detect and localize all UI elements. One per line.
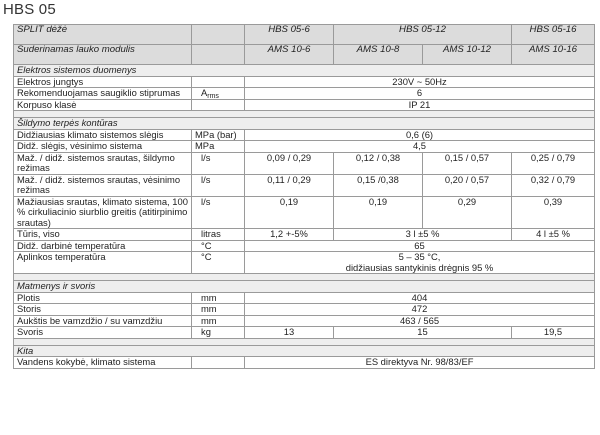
row-unit [192, 88, 245, 100]
row-value: 230V ~ 50Hz [245, 76, 595, 88]
unit-subscript: rms [207, 93, 219, 99]
table-row [14, 240, 595, 252]
model-ams-10-6: AMS 10-6 [245, 45, 334, 65]
row-label: Didž. darbinė temperatūra [14, 240, 192, 252]
table-row [14, 229, 595, 241]
row-value: 19,5 [512, 327, 595, 339]
section-dimensions [14, 281, 595, 293]
row-value: 0,09 / 0,29 [245, 152, 334, 174]
row-value: 463 / 565 [245, 315, 595, 327]
specification-table [13, 24, 595, 369]
row-unit: MPa (bar) [192, 129, 245, 141]
row-value: 0,19 [334, 196, 423, 229]
table-row [14, 196, 595, 229]
table-row [14, 174, 595, 196]
model-hbs-05-12: HBS 05-12 [334, 25, 512, 45]
row-unit: °C [192, 240, 245, 252]
section-title: Kita [14, 345, 595, 357]
ambient-humidity: didžiausias santykinis drėgnis 95 % [345, 261, 494, 273]
row-value: 0,25 / 0,79 [512, 152, 595, 174]
header-unit-cell [192, 25, 245, 45]
row-label: Aplinkos temperatūra [14, 252, 192, 274]
row-unit: kg [192, 327, 245, 339]
row-label: Rekomenduojamas saugiklio stiprumas [14, 88, 192, 100]
unit-main: A [201, 87, 208, 98]
row-unit [192, 99, 245, 111]
section-title: Matmenys ir svoris [14, 281, 595, 293]
row-value: 1,2 +-5% [245, 229, 334, 241]
row-unit: litras [192, 229, 245, 241]
split-box-label: SPLIT dėžė [14, 25, 192, 45]
row-value: 15 [334, 327, 512, 339]
row-label: Elektros jungtys [14, 76, 192, 88]
row-value: 0,15 /0,38 [334, 174, 423, 196]
row-label: Aukštis be vamzdžio / su vamzdžiu [14, 315, 192, 327]
row-label: Tūris, viso [14, 229, 192, 241]
section-title: Elektros sistemos duomenys [14, 65, 595, 77]
section-electrical [14, 65, 595, 77]
row-value: 0,6 (6) [245, 129, 595, 141]
section-other [14, 345, 595, 357]
row-unit [192, 357, 245, 369]
row-value: 0,20 / 0,57 [423, 174, 512, 196]
row-value: 0,11 / 0,29 [245, 174, 334, 196]
header-unit-cell [192, 45, 245, 65]
row-value [245, 252, 595, 274]
row-value: 0,12 / 0,38 [334, 152, 423, 174]
section-heating [14, 118, 595, 130]
row-label: Maž. / didž. sistemos srautas, vėsinimo režimas [14, 174, 192, 196]
row-value: ES direktyva Nr. 98/83/EF [245, 357, 595, 369]
row-value: 404 [245, 292, 595, 304]
row-value: 6 [245, 88, 595, 100]
ambient-range: 5 – 35 °C, [398, 251, 441, 262]
row-label: Maž. / didž. sistemos srautas, šildymo režimas [14, 152, 192, 174]
table-row [14, 129, 595, 141]
row-unit: mm [192, 315, 245, 327]
table-row [14, 315, 595, 327]
row-value: 4,5 [245, 141, 595, 153]
row-unit [192, 76, 245, 88]
row-value: 0,29 [423, 196, 512, 229]
header-row-split-box [14, 25, 595, 45]
table-row [14, 76, 595, 88]
row-value: 3 l ±5 % [334, 229, 512, 241]
outdoor-module-label: Suderinamas lauko modulis [14, 45, 192, 65]
row-unit: l/s [192, 152, 245, 174]
section-spacer [14, 274, 595, 281]
table-row [14, 357, 595, 369]
table-row [14, 327, 595, 339]
row-label: Storis [14, 304, 192, 316]
row-value: 4 l ±5 % [512, 229, 595, 241]
row-label: Svoris [14, 327, 192, 339]
row-label: Plotis [14, 292, 192, 304]
row-unit: l/s [192, 174, 245, 196]
row-value: 0,15 / 0,57 [423, 152, 512, 174]
model-ams-10-16: AMS 10-16 [512, 45, 595, 65]
row-unit: mm [192, 304, 245, 316]
row-value: 65 [245, 240, 595, 252]
table-row [14, 152, 595, 174]
row-value: 13 [245, 327, 334, 339]
row-label: Vandens kokybė, klimato sistema [14, 357, 192, 369]
row-value: 0,32 / 0,79 [512, 174, 595, 196]
table-row [14, 99, 595, 111]
table-row [14, 88, 595, 100]
page-title: HBS 05 [3, 1, 56, 18]
model-hbs-05-6: HBS 05-6 [245, 25, 334, 45]
row-label: Korpuso klasė [14, 99, 192, 111]
row-value: 472 [245, 304, 595, 316]
section-spacer [14, 338, 595, 345]
row-unit: MPa [192, 141, 245, 153]
section-spacer [14, 111, 595, 118]
header-row-outdoor-module [14, 45, 595, 65]
model-ams-10-12: AMS 10-12 [423, 45, 512, 65]
row-label: Mažiausias srautas, klimato sistema, 100 % cirkuliacinio siurblio greitis (atitirpinimo srautas) [14, 196, 192, 229]
section-title: Šildymo terpės kontūras [14, 118, 595, 130]
row-label: Didžiausias klimato sistemos slėgis [14, 129, 192, 141]
row-value: IP 21 [245, 99, 595, 111]
table-row [14, 304, 595, 316]
row-unit: °C [192, 252, 245, 274]
row-value: 0,19 [245, 196, 334, 229]
row-label: Didž. slėgis, vėsinimo sistema [14, 141, 192, 153]
table-row [14, 292, 595, 304]
model-ams-10-8: AMS 10-8 [334, 45, 423, 65]
row-unit: l/s [192, 196, 245, 229]
model-hbs-05-16: HBS 05-16 [512, 25, 595, 45]
table-row [14, 252, 595, 274]
row-unit: mm [192, 292, 245, 304]
row-value: 0,39 [512, 196, 595, 229]
table-row [14, 141, 595, 153]
